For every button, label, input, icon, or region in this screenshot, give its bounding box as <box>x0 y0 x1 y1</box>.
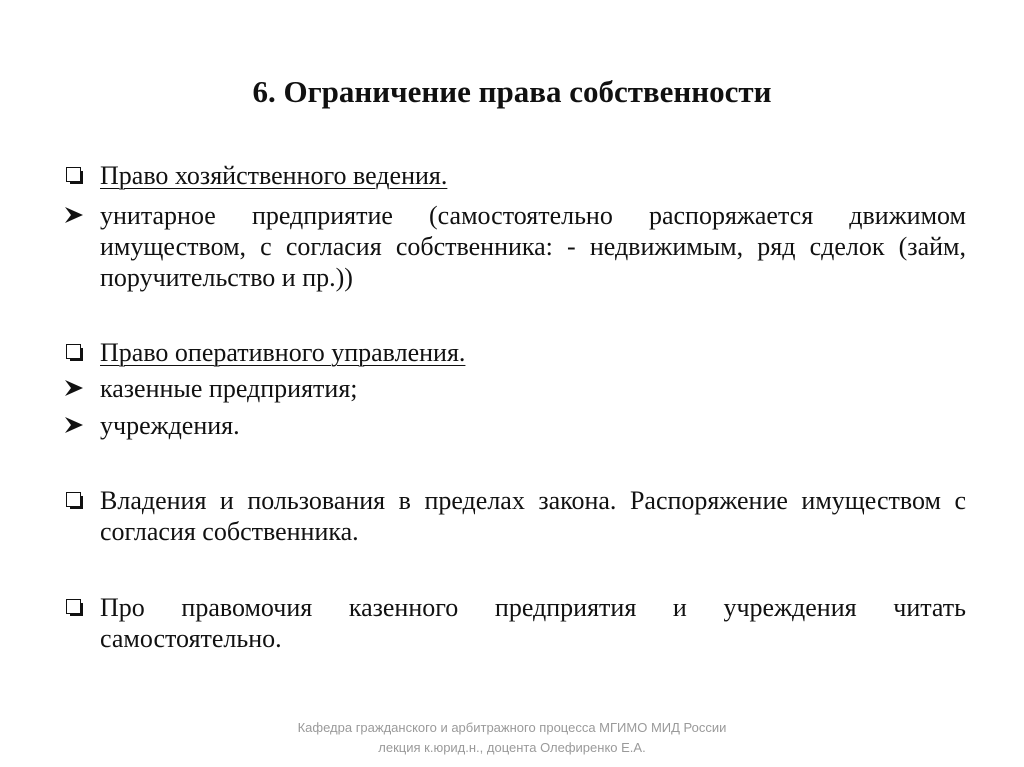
checkbox-icon <box>64 592 92 623</box>
slide-title: 6. Ограничение права собственности <box>252 74 772 109</box>
list-item <box>64 485 966 547</box>
checkbox-icon <box>64 485 92 516</box>
slide-footer <box>0 718 1024 758</box>
list-item <box>64 592 966 654</box>
arrow-icon <box>64 200 92 231</box>
item-text: учреждения. <box>100 411 240 440</box>
list-item <box>64 160 966 191</box>
arrow-icon <box>64 373 92 404</box>
arrow-icon <box>64 410 92 441</box>
item-text: казенные предприятия; <box>100 374 358 403</box>
list-item <box>64 410 966 441</box>
checkbox-icon <box>64 160 92 191</box>
item-text: Владения и пользования в пределах закона. Распоряжение имуществом с согласия собственника. <box>100 486 966 546</box>
item-text: унитарное предприятие (самостоятельно распоряжается движимом имуществом, с согласия собственника: - недвижимым, ряд сделок (займ, поручительство и пр.)) <box>100 201 966 292</box>
item-text: Право хозяйственного ведения. <box>100 161 448 190</box>
item-text: Право оперативного управления. <box>100 338 466 367</box>
footer-line-1: Кафедра гражданского и арбитражного процесса МГИМО МИД России <box>297 720 727 735</box>
checkbox-icon <box>64 337 92 368</box>
list-item <box>64 373 966 404</box>
footer-line-2: лекция к.юрид.н., доцента Олефиренко Е.А. <box>378 740 646 755</box>
item-text: Про правомочия казенного предприятия и учреждения читать самостоятельно. <box>100 593 966 653</box>
list-item <box>64 337 966 368</box>
list-item <box>64 200 966 293</box>
